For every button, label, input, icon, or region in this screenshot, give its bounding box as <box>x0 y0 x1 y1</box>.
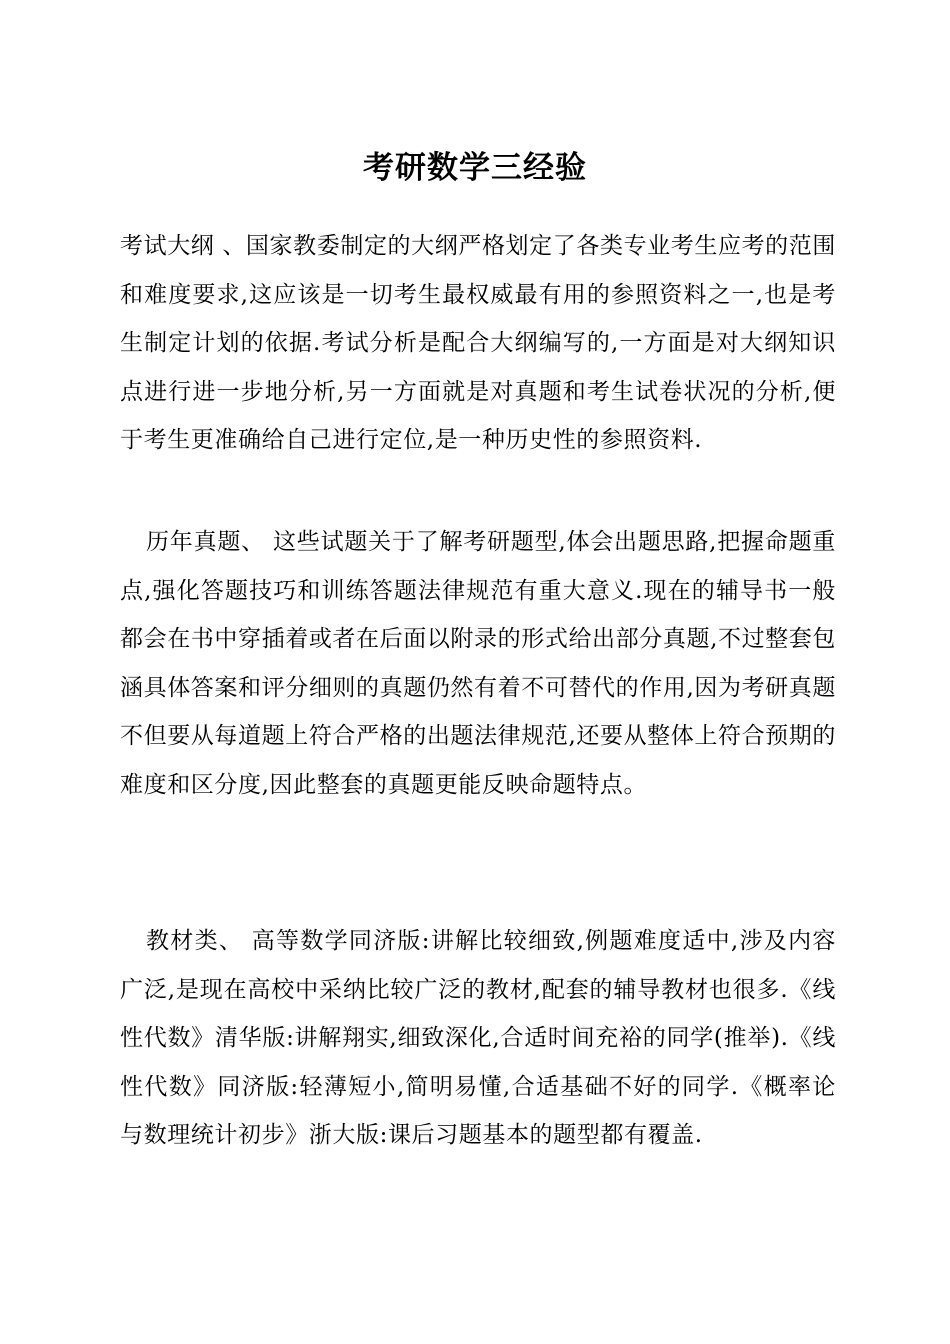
paragraph-exam-syllabus: 考试大纲 、国家教委制定的大纲严格划定了各类专业考生应考的范围和难度要求,这应该是一切考生最权威最有用的参照资料之一,也是考生制定计划的依据.考试分析是配合大纲编写的,一方面是对大纲知识点进行进一步地分析,另一方面就是对真题和考生试卷状况的分析,便于考生更准确给自己进行定位,是一种历史性的参照资料. <box>120 233 836 453</box>
paragraph-textbooks: 教材类、 高等数学同济版:讲解比较细致,例题难度适中,涉及内容广泛,是现在高校中采纳比较广泛的教材,配套的辅导教材也很多.《线性代数》清华版:讲解翔实,细致深化,合适时间充裕的同学(推举).《线性代数》同济版:轻薄短小,简明易懂,合适基础不好的同学.《概率论与数理统计初步》浙大版:课后习题基本的题型都有覆盖. <box>120 928 836 1148</box>
document-title: 考研数学三经验 <box>363 150 587 186</box>
paragraph-past-exams: 历年真题、 这些试题关于了解考研题型,体会出题思路,把握命题重点,强化答题技巧和训练答题法律规范有重大意义.现在的辅导书一般都会在书中穿插着或者在后面以附录的形式给出部分真题,不过整套包涵具体答案和评分细则的真题仍然有着不可替代的作用,因为考研真题不但要从每道题上符合严格的出题法律规范,还要从整体上符合预期的难度和区分度,因此整套的真题更能反映命题特点。 <box>120 529 836 798</box>
